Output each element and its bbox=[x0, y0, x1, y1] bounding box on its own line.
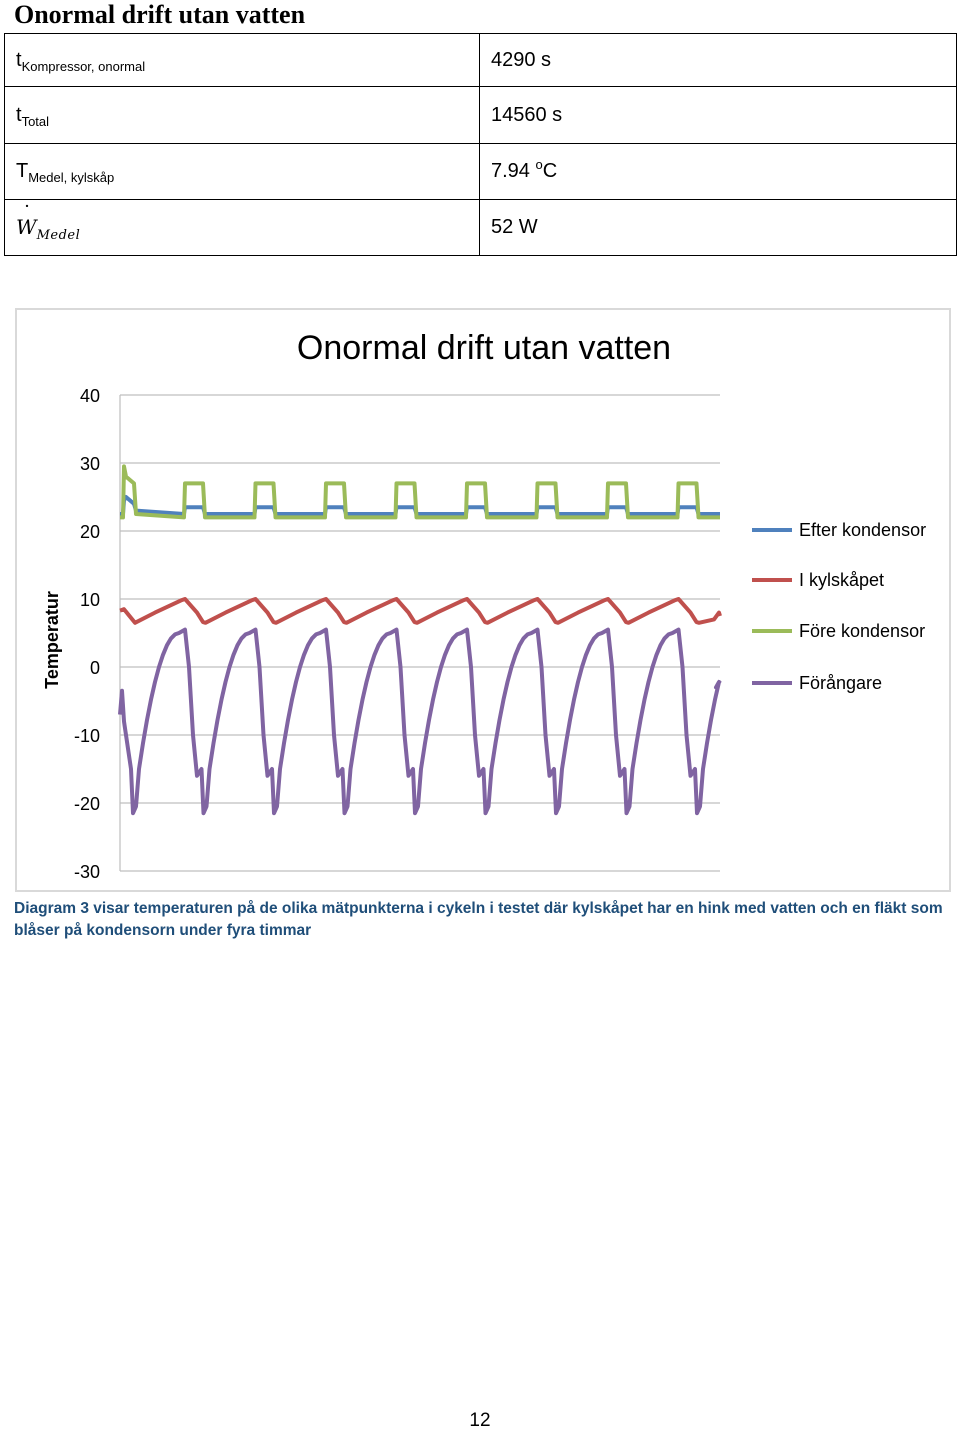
table-label-cell: $T_{Medel, kylskåp}$ bbox=[5, 144, 480, 200]
page-number: 12 bbox=[469, 1410, 491, 1431]
y-tick-label: -30 bbox=[73, 862, 100, 882]
y-tick-label: -20 bbox=[73, 794, 100, 814]
y-tick-label: 0 bbox=[89, 658, 100, 678]
series-line-forangare bbox=[120, 630, 720, 814]
y-tick-label: -10 bbox=[73, 726, 100, 746]
legend-label: Efter kondensor bbox=[799, 520, 927, 540]
figure-caption: Diagram 3 visar temperaturen på de olika mätpunkterna i cykeln i testet där kylskåpet har en hink med vatten och en fläkt som blåser på kondensorn under fyra timmar bbox=[14, 900, 943, 939]
table-value-cell: 52 W bbox=[480, 200, 957, 256]
series-line-i-kylskapet bbox=[120, 599, 720, 623]
section-heading: Onormal drift utan vatten bbox=[14, 0, 306, 29]
table-value-cell: 4290 s bbox=[480, 34, 957, 87]
table-label-cell: $t_{Kompressor, onormal}$ bbox=[5, 34, 480, 87]
y-tick-label: 20 bbox=[79, 522, 100, 542]
y-tick-label: 10 bbox=[79, 590, 100, 610]
series-line-fore-kondensor bbox=[120, 466, 720, 517]
legend-label: I kylskåpet bbox=[799, 570, 885, 590]
y-axis-label: Temperatur bbox=[42, 591, 62, 689]
y-tick-label: 40 bbox=[79, 386, 100, 406]
table-value-cell: 7.94 $^o$C bbox=[480, 144, 957, 200]
y-tick-label: 30 bbox=[79, 454, 100, 474]
legend-label: Förångare bbox=[799, 673, 883, 693]
legend-label: Före kondensor bbox=[799, 621, 926, 641]
table-label-cell: $t_{Total}$ bbox=[5, 87, 480, 144]
chart-title: Onormal drift utan vatten bbox=[296, 329, 672, 367]
table-label-cell: ˙ $W_{Medel}$ bbox=[5, 200, 480, 256]
series-line-efter-kondensor bbox=[120, 497, 720, 514]
table-value-cell: 14560 s bbox=[480, 87, 957, 144]
